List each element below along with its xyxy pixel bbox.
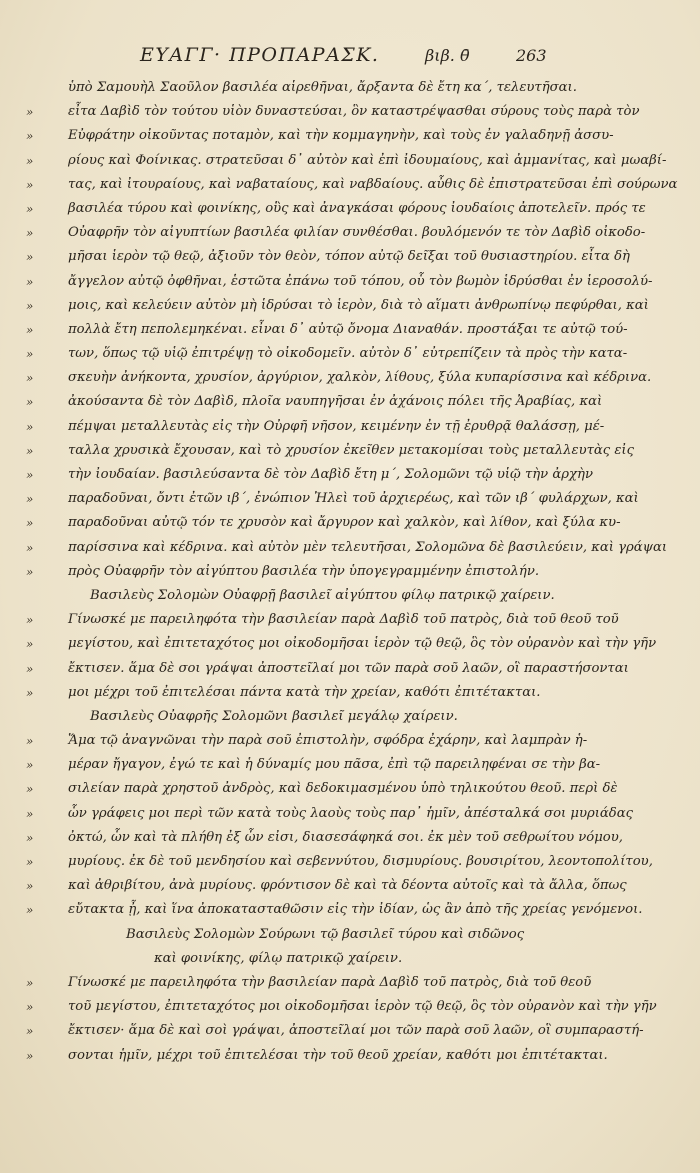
line-text: σκευὴν ἀνήκοντα, χρυσίον, ἀργύριον, χαλκὸν, λίθους, ξύλα κυπαρίσσινα καὶ κέδρινα. <box>68 370 652 386</box>
line-text: εὔτακτα ᾖ, καὶ ἵνα ἀποκατασταθῶσιν εἰς τὴν ἰδίαν, ὡς ἂν ἀπὸ τῆς χρείας γενόμενοι. <box>68 902 643 918</box>
quotation-marker: » <box>26 613 34 628</box>
quotation-marker: » <box>26 830 34 845</box>
text-line <box>26 197 646 221</box>
text-line <box>26 657 629 681</box>
text-line <box>26 245 630 269</box>
quotation-marker: » <box>26 855 34 869</box>
line-text: ὑπὸ Σαμουὴλ Σαοῦλον βασιλέα αἱρεθῆναι, ἄρξαντα δὲ ἔτη κα΄, τελευτῆσαι. <box>68 80 577 95</box>
line-text: παραδοῦναι αὐτῷ τόν τε χρυσὸν καὶ ἄργυρον καὶ χαλκὸν, καὶ λίθον, καὶ ξύλα κυ- <box>68 515 621 531</box>
text-line <box>26 898 643 922</box>
text-line <box>26 318 628 342</box>
quotation-marker: » <box>26 758 34 773</box>
line-text: μῆσαι ἱερὸν τῷ θεῷ, ἀξιοῦν τὸν θεὸν, τόπον αὐτῷ δεῖξαι τοῦ θυσιαστηρίου. εἶτα δὴ <box>68 249 630 265</box>
quotation-marker: » <box>26 371 34 386</box>
line-text: πρὸς Οὐαφρῆν τὸν αἰγύπτου βασιλέα τὴν ὑπογεγραμμένην ἐπιστολήν. <box>68 563 540 579</box>
quotation-marker: » <box>26 201 34 216</box>
text-line <box>26 173 678 197</box>
line-text: Γίνωσκέ με παρειληφότα τὴν βασιλείαν παρὰ Δαβὶδ τοῦ πατρὸς, διὰ τοῦ θεοῦ <box>68 974 592 990</box>
line-text: μέραν ἤγαγον, ἐγώ τε καὶ ἡ δύναμίς μου πᾶσα, ἐπὶ τῷ παρειληφέναι σε τὴν βα- <box>68 757 601 773</box>
text-line <box>26 100 640 124</box>
book-reference: βιβ. θ̄ <box>425 46 470 65</box>
text-block <box>26 76 678 1068</box>
text-line <box>26 995 657 1019</box>
text-line <box>26 632 657 656</box>
line-text: καὶ ἀθριβίτου, ἀνὰ μυρίους. φρόντισον δὲ καὶ τὰ δέοντα αὐτοῖς καὶ τὰ ἄλλα, ὅπως <box>68 878 627 894</box>
quotation-marker: » <box>26 105 34 120</box>
line-text: ἔκτισεν. ἅμα δὲ σοι γράψαι ἀποστεῖλαί μοι τῶν παρὰ σοῦ λαῶν, οἳ παραστήσονται <box>68 660 629 676</box>
line-text: μοις, καὶ κελεύειν αὐτὸν μὴ ἱδρύσαι τὸ ἱερὸν, διὰ τὸ αἵματι ἀνθρωπίνῳ πεφύρθαι, καὶ <box>68 297 649 313</box>
quotation-marker: » <box>26 129 34 144</box>
quotation-marker: » <box>26 1048 34 1063</box>
quotation-marker: » <box>26 1024 34 1039</box>
line-text: σιλείαν παρὰ χρηστοῦ ἀνδρὸς, καὶ δεδοκιμασμένου ὑπὸ τηλικούτου θεοῦ. περὶ δὲ <box>68 781 618 797</box>
text-line <box>26 874 627 898</box>
text-line <box>26 971 592 995</box>
text-line <box>26 826 623 850</box>
quotation-marker: » <box>26 903 34 918</box>
text-line <box>26 221 646 245</box>
letter-heading-line <box>26 584 555 608</box>
line-text: Εὐφράτην οἰκοῦντας ποταμὸν, καὶ τὴν κομμαγηνὴν, καὶ τοὺς ἐν γαλαδηνῇ ἀσσυ- <box>68 128 614 144</box>
text-line <box>26 294 649 318</box>
quotation-marker: » <box>26 516 34 531</box>
line-text: ἔκτισεν· ἅμα δὲ καὶ σοὶ γράψαι, ἀποστεῖλαί μοι τῶν παρὰ σοῦ λαῶν, οἳ συμπαραστή- <box>68 1023 644 1039</box>
line-text: ἄγγελον αὐτῷ ὀφθῆναι, ἑστῶτα ἐπάνω τοῦ τόπου, οὗ τὸν βωμὸν ἱδρύσθαι ἐν ἱεροσολύ- <box>68 273 653 289</box>
quotation-marker: » <box>26 395 34 410</box>
line-text: μοι μέχρι τοῦ ἐπιτελέσαι πάντα κατὰ τὴν χρείαν, καθότι ἐπιτέτακται. <box>68 684 541 700</box>
line-text: εἶτα Δαβὶδ τὸν τούτου υἱὸν δυναστεύσαι, ὃν καταστρέψασθαι σύρους τοὺς παρὰ τὸν <box>68 104 640 120</box>
line-text: τας, καὶ ἰτουραίους, καὶ ναβαταίους, καὶ ναβδαίους. αὖθις δὲ ἐπιστρατεῦσαι ἐπὶ σούρωνα <box>68 176 678 192</box>
text-line <box>26 777 618 801</box>
quotation-marker: » <box>26 806 34 821</box>
text-line <box>26 536 668 560</box>
text-line <box>26 1044 608 1068</box>
quotation-marker: » <box>26 734 34 749</box>
line-text: ρίους καὶ Φοίνικας. στρατεῦσαι δ᾽ αὐτὸν καὶ ἐπὶ ἰδουμαίους, καὶ ἀμμανίτας, καὶ μωαβί- <box>68 152 667 168</box>
text-line <box>26 390 603 414</box>
quotation-marker: » <box>26 298 34 313</box>
quotation-marker: » <box>26 492 34 507</box>
quotation-marker: » <box>26 685 34 700</box>
quotation-marker: » <box>26 468 34 482</box>
line-text: μεγίστου, καὶ ἐπιτεταχότος μοι οἰκοδομῆσαι ἱερὸν τῷ θεῷ, ὃς τὸν οὐρανὸν καὶ τὴν γῆν <box>68 636 657 652</box>
text-line <box>26 511 621 535</box>
quotation-marker: » <box>26 250 34 265</box>
line-text: πολλὰ ἔτη πεπολεμηκέναι. εἶναι δ᾽ αὐτῷ ὄνομα Διαναθάν. προστάξαι τε αὐτῷ τού- <box>68 321 628 337</box>
line-text: πέμψαι μεταλλευτὰς εἰς τὴν Οὐρφῆ νῆσον, κειμένην ἐν τῇ ἐρυθρᾷ θαλάσσῃ, μέ- <box>68 418 605 434</box>
quotation-marker: » <box>26 975 34 990</box>
line-text: των, ὅπως τῷ υἱῷ ἐπιτρέψῃ τὸ οἰκοδομεῖν. αὐτὸν δ᾽ εὐτρεπίζειν τὰ πρὸς τὴν κατα- <box>68 346 628 362</box>
text-line <box>26 366 652 390</box>
letter-heading-line <box>26 705 546 729</box>
quotation-marker: » <box>26 1000 34 1015</box>
quotation-marker: » <box>26 782 34 797</box>
text-line <box>26 681 546 705</box>
text-line <box>26 439 634 463</box>
quotation-marker: » <box>26 637 34 652</box>
line-text: Βασιλεὺς Οὐαφρῆς Σολομῶνι βασιλεῖ μεγάλῳ χαίρειν. <box>90 708 458 724</box>
letter-heading-line <box>26 923 546 947</box>
line-text: Γίνωσκέ με παρειληφότα τὴν βασιλείαν παρὰ Δαβὶδ τοῦ πατρὸς, διὰ τοῦ θεοῦ τοῦ <box>68 612 619 628</box>
text-line <box>26 487 639 511</box>
line-text: βασιλέα τύρου καὶ φοινίκης, οὓς καὶ ἀναγκάσαι φόρους ἰουδαίοις ἀποτελεῖν. πρός τε <box>68 200 646 216</box>
quotation-marker: » <box>26 443 34 458</box>
quotation-marker: » <box>26 177 34 192</box>
letter-heading-line <box>26 947 546 971</box>
text-line <box>26 270 653 294</box>
text-line <box>26 802 634 826</box>
line-text: Ἅμα τῷ ἀναγνῶναι τὴν παρὰ σοῦ ἐπιστολὴν, σφόδρα ἐχάρην, καὶ λαμπρὰν ἡ- <box>68 733 588 749</box>
quotation-marker: » <box>26 661 34 676</box>
line-text: μυρίους. ἐκ δὲ τοῦ μενδησίου καὶ σεβεννύτου, δισμυρίους. βουσιρίτου, λεοντοπολίτου, <box>68 854 653 869</box>
text-line <box>26 1019 644 1043</box>
quotation-marker: » <box>26 226 34 241</box>
text-line <box>26 729 588 753</box>
text-line <box>26 753 601 777</box>
text-line <box>26 463 593 487</box>
quotation-marker: » <box>26 322 34 337</box>
line-text: ταλλα χρυσικὰ ἔχουσαν, καὶ τὸ χρυσίον ἐκεῖθεν μετακομίσαι τοὺς μεταλλευτὰς εἰς <box>68 442 634 458</box>
line-text: τὴν ἰουδαίαν. βασιλεύσαντα δὲ τὸν Δαβὶδ ἔτη μ΄, Σολομῶνι τῷ υἱῷ τὴν ἀρχὴν <box>68 467 593 482</box>
line-text: Οὐαφρῆν τὸν αἰγυπτίων βασιλέα φιλίαν συνθέσθαι. βουλόμενόν τε τὸν Δαβὶδ οἰκοδο- <box>68 225 646 241</box>
text-line <box>26 850 653 874</box>
text-line <box>26 342 628 366</box>
line-text: καὶ φοινίκης, φίλῳ πατρικῷ χαίρειν. <box>154 950 403 966</box>
text-line <box>26 124 614 148</box>
line-text: Βασιλεὺς Σολομὼν Σούρωνι τῷ βασιλεῖ τύρου καὶ σιδῶνος <box>126 926 525 942</box>
line-text: παραδοῦναι, ὄντι ἐτῶν ιβ΄, ἐνώπιον Ἠλεὶ τοῦ ἀρχιερέως, καὶ τῶν ιβ΄ φυλάρχων, καὶ <box>68 491 639 507</box>
line-text: ἀκούσαντα δὲ τὸν Δαβὶδ, πλοῖα ναυπηγῆσαι ἐν ἀχάνοις πόλει τῆς Ἀραβίας, καὶ <box>68 394 603 410</box>
page-header <box>0 44 700 72</box>
text-line <box>26 149 667 173</box>
quotation-marker: » <box>26 419 34 434</box>
text-line <box>26 415 605 439</box>
line-text: ὀκτώ, ὧν καὶ τὰ πλήθη ἐξ ὧν εἰσι, διασεσάφηκά σοι. ἐκ μὲν τοῦ σεθρωίτου νόμου, <box>68 829 623 845</box>
text-line <box>26 560 546 584</box>
quotation-marker: » <box>26 564 34 579</box>
page-number: 263 <box>516 46 547 65</box>
line-text: Βασιλεὺς Σολομὼν Οὐαφρῇ βασιλεῖ αἰγύπτου φίλῳ πατρικῷ χαίρειν. <box>90 587 555 603</box>
text-line <box>26 76 577 100</box>
quotation-marker: » <box>26 153 34 168</box>
text-line <box>26 608 619 632</box>
quotation-marker: » <box>26 274 34 289</box>
line-text: ὧν γράφεις μοι περὶ τῶν κατὰ τοὺς λαοὺς τοὺς παρ᾽ ἡμῖν, ἀπέσταλκά σοι μυριάδας <box>68 805 634 821</box>
running-head: ΕΥΑΓΓ· ΠΡΟΠΑΡΑΣΚ. <box>140 44 380 66</box>
quotation-marker: » <box>26 540 34 555</box>
line-text: τοῦ μεγίστου, ἐπιτεταχότος μοι οἰκοδομῆσαι ἱερὸν τῷ θεῷ, ὃς τὸν οὐρανὸν καὶ τὴν γῆν <box>68 999 657 1015</box>
line-text: σονται ἡμῖν, μέχρι τοῦ ἐπιτελέσαι τὴν τοῦ θεοῦ χρείαν, καθότι μοι ἐπιτέτακται. <box>68 1047 608 1063</box>
line-text: παρίσσινα καὶ κέδρινα. καὶ αὐτὸν μὲν τελευτῆσαι, Σολομῶνα δὲ βασιλεύειν, καὶ γράψαι <box>68 539 668 555</box>
quotation-marker: » <box>26 347 34 362</box>
quotation-marker: » <box>26 879 34 894</box>
